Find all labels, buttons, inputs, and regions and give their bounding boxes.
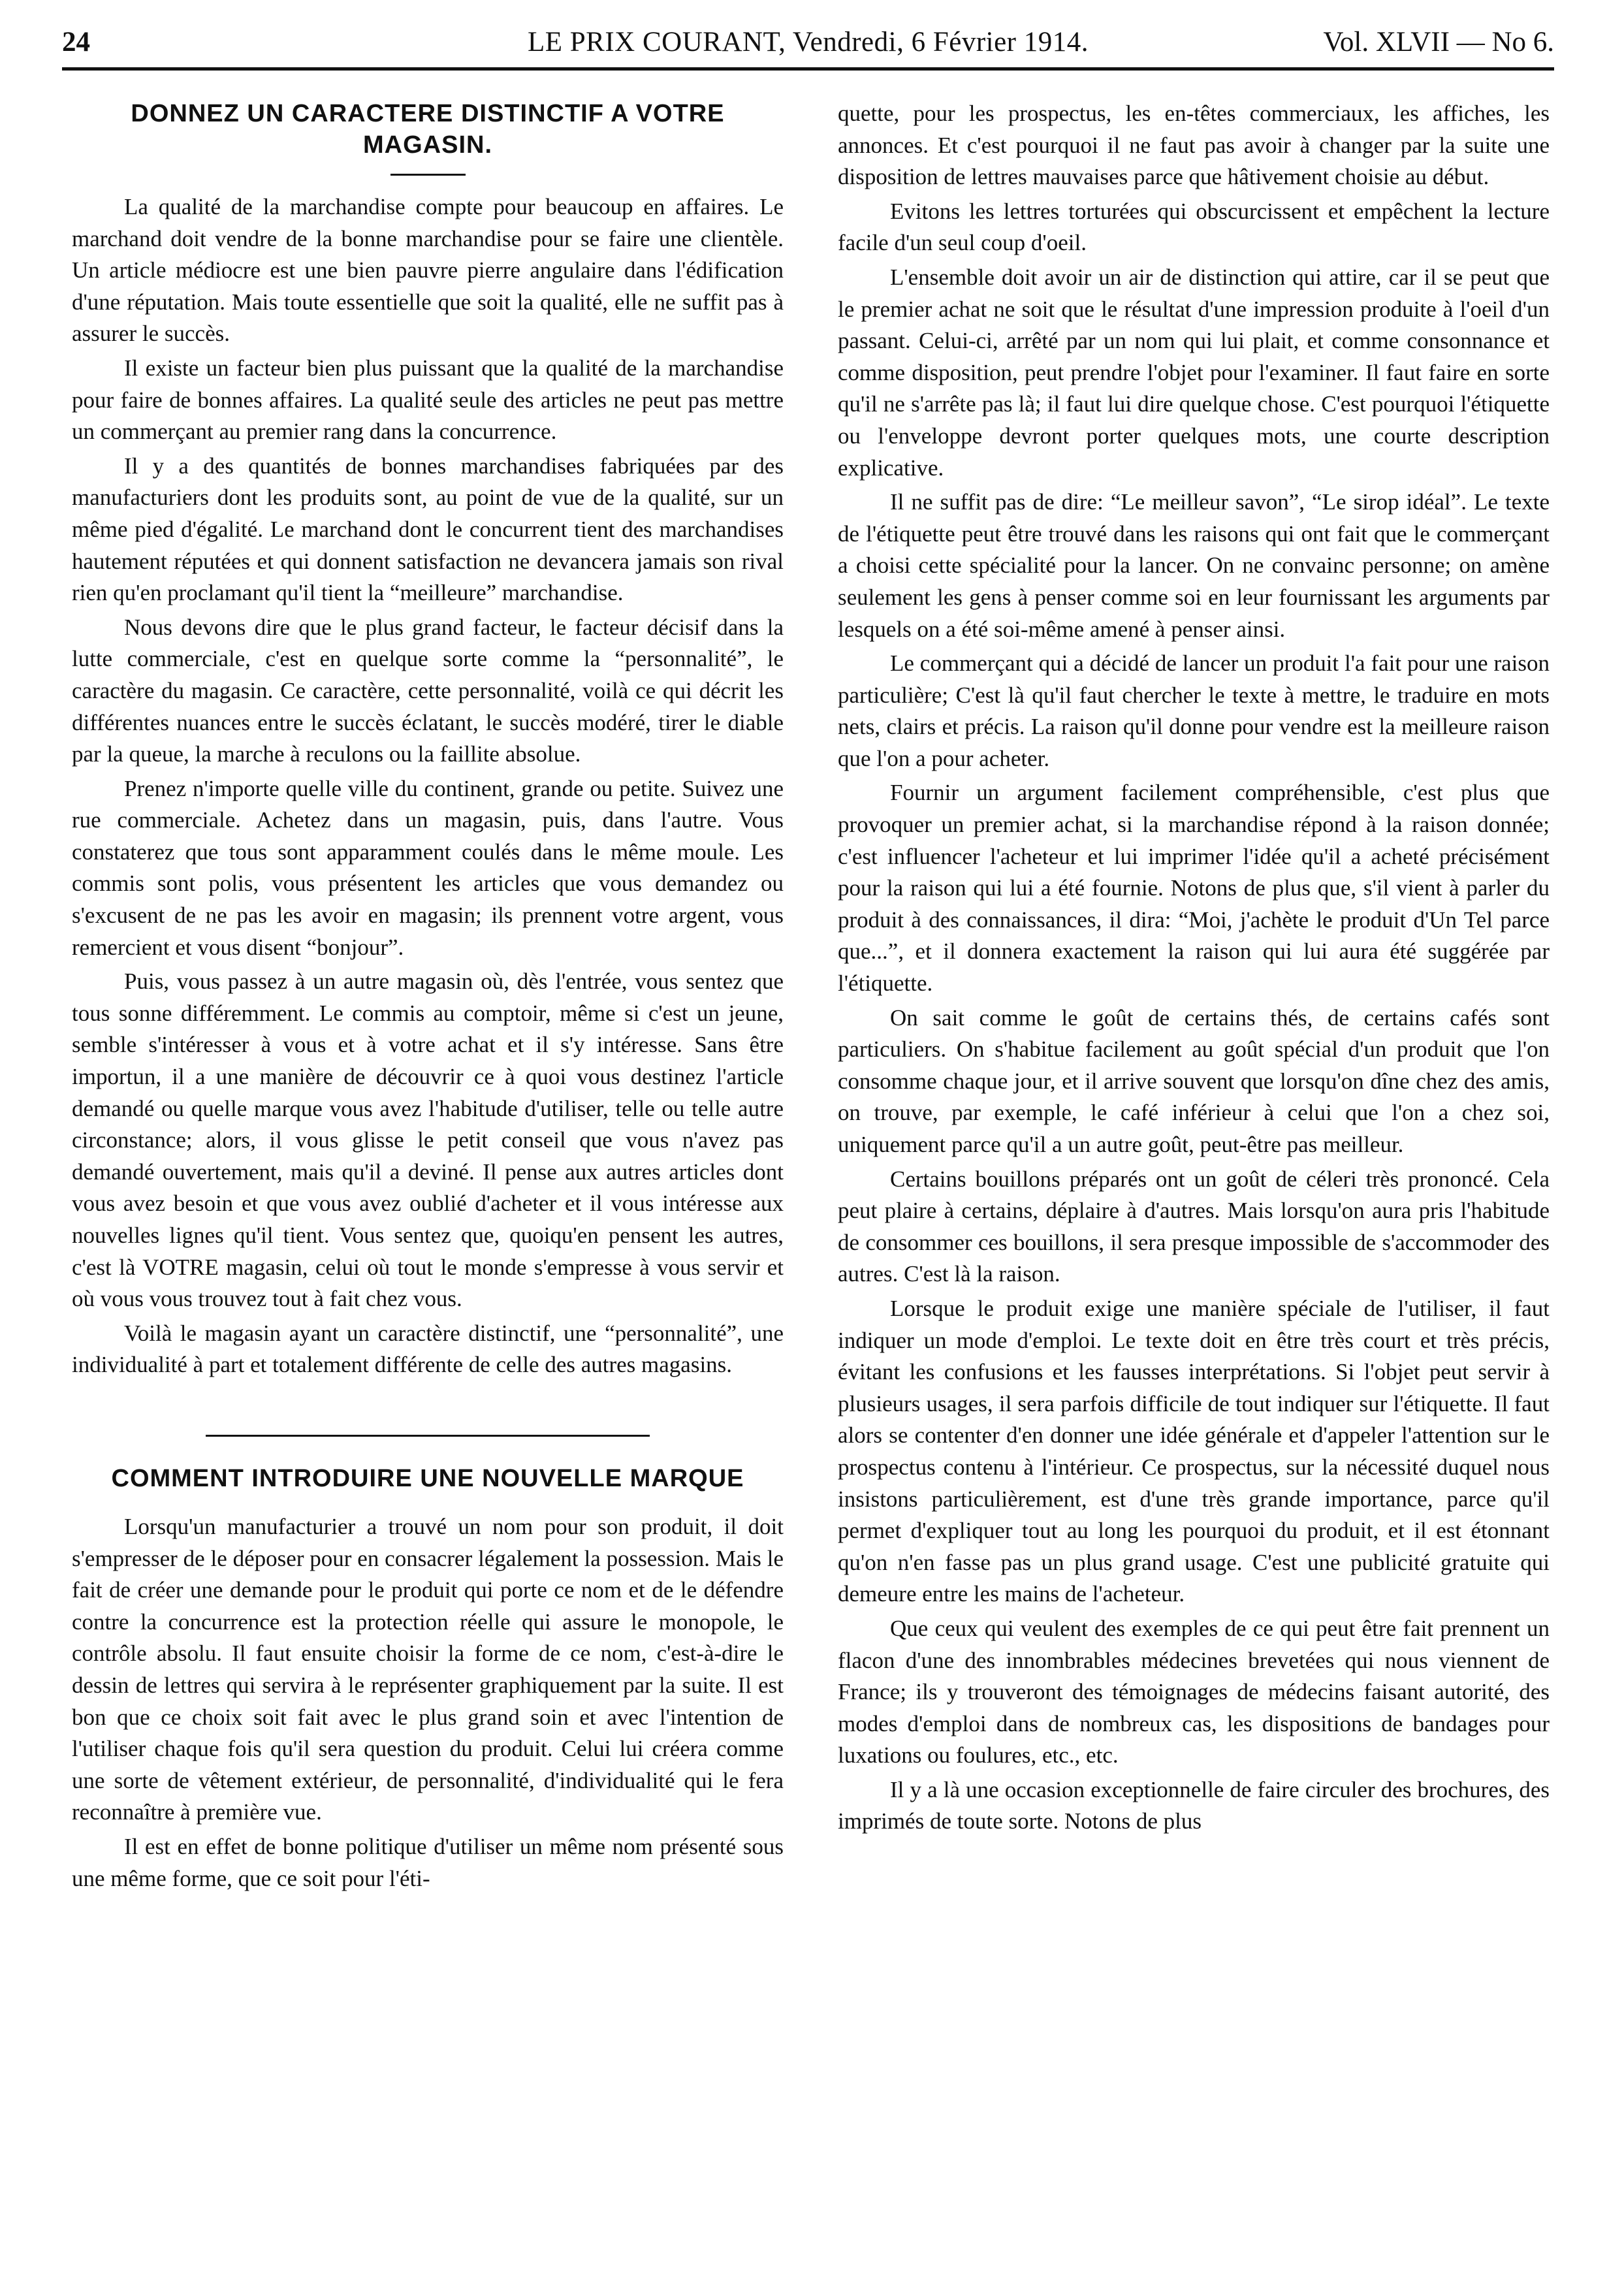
paragraph: Il y a là une occasion exceptionnelle de faire circuler des brochures, des imprimés de toute sorte. Notons de plus: [838, 1776, 1550, 1834]
paragraph: Voilà le magasin ayant un caractère distinctif, une “personnalité”, une individualité à part et totalement différente de celle des autres magasins.: [72, 1320, 784, 1378]
paragraph-continuation: quette, pour les prospectus, les en-têtes commerciaux, les affiches, les annonces. Et c'est pourquoi il ne faut pas avoir à changer par la suite une disposition de lettres mauvaises parce que hâtivement choisie au début.: [838, 101, 1550, 190]
paragraph: La qualité de la marchandise compte pour beaucoup en affaires. Le marchand doit vendre de la bonne marchandise pour se faire une clientèle. Un article médiocre est une bien pauvre pierre angulaire dans l'édification d'une réputation. Mais toute essentielle que soit la qualité, elle ne suffit pas à assurer le succès.: [72, 194, 784, 347]
article-divider: [206, 1435, 650, 1437]
header-rule: [62, 67, 1554, 71]
paragraph: Il ne suffit pas de dire: “Le meilleur savon”, “Le sirop idéal”. Le texte de l'étiquette peut être trouvé dans les raisons qui ont fait que le commerçant a choisi cette spécialité pour la lancer. On ne convainc personne; on amène seulement les gens à penser comme soi en leur fournissant les arguments par lesquels on a été soi-même amené à penser ainsi.: [838, 489, 1550, 642]
paragraph: Puis, vous passez à un autre magasin où, dès l'entrée, vous sentez que tous sonne différemment. Le commis au comptoir, même si c'est un jeune, semble s'intéresser à vous et à votre achat et il s'y intéresse. Sans être importun, il a une manière de découvrir ce à quoi vous destinez l'article demandé ou quelle marque vous avez l'habitude d'utiliser, telle ou telle autre circonstance; alors, il vous glisse le petit conseil que vous n'avez pas demandé ouvertement, mais qu'il a deviné. Il pense aux autres articles dont vous avez besoin et que vous avez oublié d'acheter et il vous intéresse aux nouvelles lignes qu'il tient. Vous sentez que, quoiqu'en pensent les autres, c'est là VOTRE magasin, celui où tout le monde s'empresse à vous servir et où vous vous trouvez tout à fait chez vous.: [72, 968, 784, 1312]
paragraph: Nous devons dire que le plus grand facteur, le facteur décisif dans la lutte commerciale, c'est en quelque sorte comme la “personnalité”, le caractère du magasin. Ce caractère, cette personnalité, voilà ce qui décrit les différentes nuances entre le succès éclatant, le succès modéré, tirer le diable par la queue, la marche à reculons ou la faillite absolue.: [72, 614, 784, 767]
title-divider: [390, 174, 466, 176]
article-title: DONNEZ UN CARACTERE DISTINCTIF A VOTRE MAGASIN.: [131, 100, 725, 159]
paragraph: Il est en effet de bonne politique d'utiliser un même nom présenté sous une même forme, que ce soit pour l'éti-: [72, 1833, 784, 1891]
left-column: [72, 98, 784, 1897]
paragraph: On sait comme le goût de certains thés, de certains cafés sont particuliers. On s'habitue facilement au goût spécial d'un produit que l'on consomme chaque jour, et il arrive souvent que lorsqu'on dîne chez des amis, on trouve, par exemple, le café inférieur à celui que l'on a chez soi, uniquement parce qu'il a un autre goût, peut-être pas meilleur.: [838, 1004, 1550, 1157]
paragraph: Lorsque le produit exige une manière spéciale de l'utiliser, il faut indiquer un mode d'emploi. Le texte doit en être très court et très précis, évitant les confusions et les fausses interprétations. Si l'objet peut servir à plusieurs usages, il sera parfois difficile de tout indiquer sur l'étiquette. Il faut alors se contenter d'en donner une idée générale et d'appeler l'attention sur le prospectus contenu à l'intérieur. Ce prospectus, sur la nécessité duquel nous insistons particulièrement, est d'une très grande importance, parce qu'il permet d'expliquer tout au long les pourquoi du produit, et il est étonnant qu'on n'en fasse pas un plus grand usage. C'est une publicité gratuite qui demeure entre les mains de l'acheteur.: [838, 1295, 1550, 1607]
volume-number: Vol. XLVII — No 6.: [1323, 27, 1554, 57]
paragraph: Le commerçant qui a décidé de lancer un produit l'a fait pour une raison particulière; C'est là qu'il faut chercher le texte à mettre, le traduire en mots nets, clairs et précis. La raison qu'il donne pour vendre est la meilleure raison que l'on a pour acheter.: [838, 650, 1550, 771]
publication-title: LE PRIX COURANT, Vendredi, 6 Février 1914.: [527, 27, 1089, 57]
page-number: 24: [62, 27, 90, 57]
paragraph: Evitons les lettres torturées qui obscurcissent et empêchent la lecture facile d'un seul coup d'oeil.: [838, 198, 1550, 256]
right-column: [838, 98, 1550, 1840]
paragraph: Il y a des quantités de bonnes marchandises fabriquées par des manufacturiers dont les produits sont, au point de vue de la qualité, sur un même pied d'égalité. Le marchand dont le concurrent tient des marchandises hautement réputées et qui donnent satisfaction ne devancera jamais son rival rien qu'en proclamant qu'il tient la “meilleure” marchandise.: [72, 453, 784, 606]
paragraph: Que ceux qui veulent des exemples de ce qui peut être fait prennent un flacon d'une des innombrables médecines brevetées qui nous viennent de France; ils y trouveront des témoignages de médecins faisant autorité, des modes d'emploi dans de nombreux cas, les dispositions de bandages pour luxations ou foulures, etc., etc.: [838, 1615, 1550, 1768]
paragraph: Certains bouillons préparés ont un goût de céleri très prononcé. Cela peut plaire à certains, déplaire à d'autres. Mais lorsqu'on aura pris l'habitude de consommer ces bouillons, il sera presque impossible de s'accommoder des autres. C'est là la raison.: [838, 1166, 1550, 1287]
paragraph: Fournir un argument facilement compréhensible, c'est plus que provoquer un premier achat, si la marchandise répond à la raison donnée; c'est influencer l'acheteur et lui imprimer l'idée qu'il a acheté précisément pour la raison qui lui a été fournie. Notons de plus que, s'il vient à parler du produit à des connaissances, il dira: “Moi, j'achète le produit d'Un Tel parce que...”, et il donnera exactement la raison qui lui aura été suggérée par l'étiquette.: [838, 780, 1550, 997]
page-header: [62, 20, 1554, 65]
paragraph: L'ensemble doit avoir un air de distinction qui attire, car il se peut que le premier achat ne soit que le résultat d'une impression produite à l'oeil d'un passant. Celui-ci, arrêté par un nom qui lui plait, et comme consonnance et comme disposition, peut prendre l'objet pour l'examiner. Il faut faire en sorte qu'il ne s'arrête pas là; il faut lui dire quelque chose. C'est pourquoi l'étiquette ou l'enveloppe devront porter quelques mots, une courte description explicative.: [838, 264, 1550, 481]
paragraph: Lorsqu'un manufacturier a trouvé un nom pour son produit, il doit s'empresser de le déposer pour en consacrer légalement la possession. Mais le fait de créer une demande pour le produit qui porte ce nom et de le défendre contre la concurrence est la protection réelle qui assure le monopole, le contrôle absolu. Il faut ensuite choisir la forme de ce nom, c'est-à-dire le dessin de lettres qui servira à le représenter graphiquement par la suite. Il est bon que ce choix soit fait avec le plus grand soin et avec l'intention de l'utiliser chaque fois qu'il sera question du produit. Celui lui créera comme une sorte de vêtement extérieur, de personnalité, d'individualité qui le fera reconnaître à première vue.: [72, 1513, 784, 1825]
paragraph: Prenez n'importe quelle ville du continent, grande ou petite. Suivez une rue commerciale. Achetez dans un magasin, puis, dans l'autre. Vous constaterez que tous sont apparamment coulés dans le même moule. Les commis sont polis, vous présentent les articles que vous demandez ou s'excusent de ne pas les avoir en magasin; ils prennent votre argent, vous remercient et vous disent “bonjour”.: [72, 775, 784, 960]
paragraph: Il existe un facteur bien plus puissant que la qualité de la marchandise pour faire de bonnes affaires. La qualité seule des articles ne peut pas mettre un commerçant au premier rang dans la concurrence.: [72, 355, 784, 445]
article-title: COMMENT INTRODUIRE UNE NOUVELLE MARQUE: [111, 1464, 744, 1492]
